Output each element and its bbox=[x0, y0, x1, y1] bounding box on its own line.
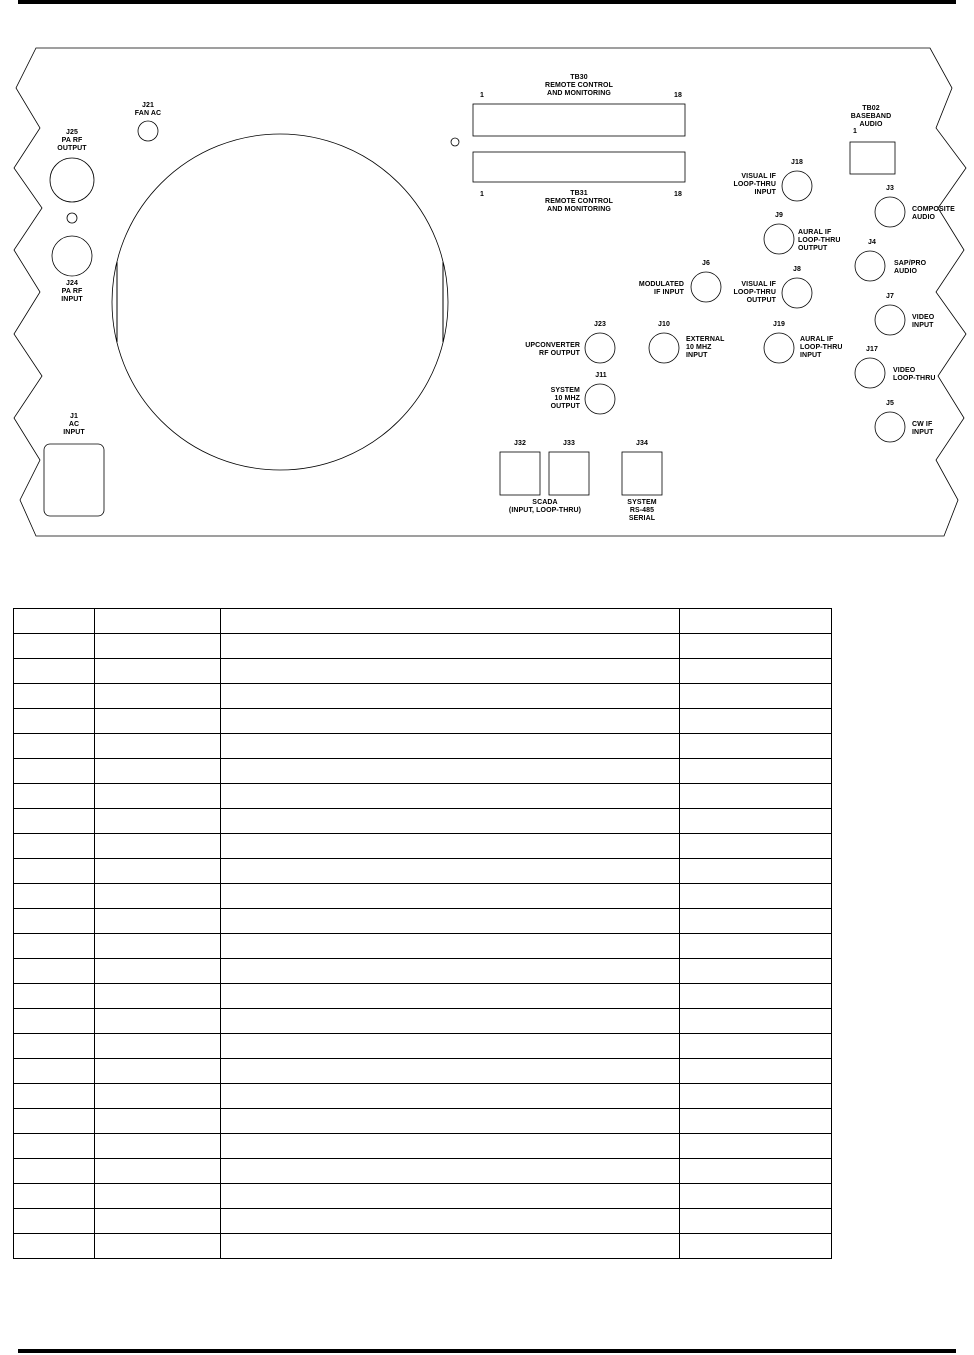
table-cell bbox=[14, 1109, 95, 1134]
table-cell bbox=[680, 959, 832, 984]
table-cell bbox=[14, 1159, 95, 1184]
j19-id: J19 bbox=[773, 321, 785, 328]
table-cell bbox=[95, 1234, 221, 1259]
table-cell bbox=[680, 1159, 832, 1184]
j5-connector bbox=[875, 412, 905, 442]
table-cell bbox=[221, 759, 680, 784]
table-cell bbox=[680, 784, 832, 809]
table-row bbox=[14, 684, 832, 709]
table-row bbox=[14, 934, 832, 959]
j18-desc: VISUAL IF LOOP-THRU INPUT bbox=[733, 173, 776, 196]
j1-label: J1 AC INPUT bbox=[63, 413, 85, 436]
j3-connector bbox=[875, 197, 905, 227]
table-cell bbox=[680, 859, 832, 884]
table-cell bbox=[680, 1034, 832, 1059]
table-cell bbox=[14, 1059, 95, 1084]
table-cell bbox=[221, 1034, 680, 1059]
j4-connector bbox=[855, 251, 885, 281]
table-body bbox=[14, 634, 832, 1259]
j19-desc: AURAL IF LOOP-THRU INPUT bbox=[800, 336, 843, 359]
table-cell bbox=[14, 759, 95, 784]
table-cell bbox=[680, 1109, 832, 1134]
j25-connector bbox=[50, 158, 94, 202]
table-cell bbox=[14, 1009, 95, 1034]
table-cell bbox=[221, 659, 680, 684]
connector-table bbox=[13, 608, 832, 1259]
table-cell bbox=[221, 934, 680, 959]
rear-panel-diagram bbox=[0, 0, 974, 560]
j9-id: J9 bbox=[775, 212, 783, 219]
table-cell bbox=[221, 884, 680, 909]
table-cell bbox=[680, 884, 832, 909]
j8-desc: VISUAL IF LOOP-THRU OUTPUT bbox=[733, 281, 776, 304]
table-cell bbox=[680, 684, 832, 709]
table-cell bbox=[95, 1209, 221, 1234]
j11-desc: SYSTEM 10 MHZ OUTPUT bbox=[550, 387, 580, 410]
j9-connector bbox=[764, 224, 794, 254]
table-cell bbox=[221, 1234, 680, 1259]
table-cell bbox=[95, 1134, 221, 1159]
table-cell bbox=[95, 709, 221, 734]
j23-connector bbox=[585, 333, 615, 363]
j33-label: J33 bbox=[563, 440, 575, 447]
j4-desc: SAP/PRO AUDIO bbox=[894, 260, 927, 275]
table-cell bbox=[221, 1009, 680, 1034]
fan-circle bbox=[112, 134, 448, 470]
table-cell bbox=[680, 734, 832, 759]
table-cell bbox=[680, 1134, 832, 1159]
j34-desc: SYSTEM RS-485 SERIAL bbox=[627, 499, 657, 522]
j17-id: J17 bbox=[866, 346, 878, 353]
table-cell bbox=[95, 1159, 221, 1184]
table-cell bbox=[221, 1109, 680, 1134]
table-cell bbox=[14, 834, 95, 859]
j23-id: J23 bbox=[594, 321, 606, 328]
table-cell bbox=[680, 809, 832, 834]
j34-port bbox=[622, 452, 662, 495]
j5-desc: CW IF INPUT bbox=[912, 421, 934, 436]
table-cell bbox=[95, 934, 221, 959]
table-cell bbox=[95, 1034, 221, 1059]
table-cell bbox=[95, 884, 221, 909]
table-cell bbox=[14, 934, 95, 959]
table-cell bbox=[221, 684, 680, 709]
table-cell bbox=[221, 1059, 680, 1084]
table-cell bbox=[221, 784, 680, 809]
table-cell bbox=[14, 884, 95, 909]
table-row bbox=[14, 709, 832, 734]
j19-connector bbox=[764, 333, 794, 363]
j7-connector bbox=[875, 305, 905, 335]
table-cell bbox=[221, 809, 680, 834]
table-cell bbox=[95, 734, 221, 759]
table-row bbox=[14, 1184, 832, 1209]
table-cell bbox=[14, 1084, 95, 1109]
j18-connector bbox=[782, 171, 812, 201]
table-header-cell bbox=[14, 609, 95, 634]
tb02-terminal-block bbox=[850, 142, 895, 174]
table-row bbox=[14, 984, 832, 1009]
table-cell bbox=[14, 684, 95, 709]
table-cell bbox=[95, 684, 221, 709]
table-cell bbox=[14, 984, 95, 1009]
table-cell bbox=[95, 1084, 221, 1109]
j17-connector bbox=[855, 358, 885, 388]
tb31-terminal-block bbox=[473, 152, 685, 182]
table-cell bbox=[14, 1034, 95, 1059]
j6-id: J6 bbox=[702, 260, 710, 267]
scada-label: SCADA (INPUT, LOOP-THRU) bbox=[508, 499, 582, 514]
panel-outline bbox=[14, 48, 966, 536]
table-cell bbox=[680, 1059, 832, 1084]
table-row bbox=[14, 1059, 832, 1084]
j11-connector bbox=[585, 384, 615, 414]
table-cell bbox=[221, 734, 680, 759]
table-cell bbox=[95, 1109, 221, 1134]
j18-id: J18 bbox=[791, 159, 803, 166]
table-cell bbox=[680, 1009, 832, 1034]
table-row bbox=[14, 809, 832, 834]
table-row bbox=[14, 784, 832, 809]
table-cell bbox=[221, 1084, 680, 1109]
table-row bbox=[14, 634, 832, 659]
table-cell bbox=[680, 1184, 832, 1209]
table-row bbox=[14, 959, 832, 984]
table-cell bbox=[95, 1059, 221, 1084]
j25-label: J25 PA RF OUTPUT bbox=[57, 129, 87, 152]
j24-connector bbox=[52, 236, 92, 276]
table-cell bbox=[680, 1209, 832, 1234]
tb02-label: TB02 BASEBAND AUDIO bbox=[850, 105, 892, 128]
j21-label: J21 FAN AC bbox=[134, 102, 162, 117]
table-row bbox=[14, 909, 832, 934]
bottom-rule bbox=[18, 1349, 956, 1353]
tb30-terminal-block bbox=[473, 104, 685, 136]
j10-id: J10 bbox=[658, 321, 670, 328]
table-cell bbox=[95, 959, 221, 984]
j5-id: J5 bbox=[886, 400, 894, 407]
j34-label: J34 bbox=[636, 440, 648, 447]
table-row bbox=[14, 759, 832, 784]
table-cell bbox=[680, 934, 832, 959]
table-cell bbox=[680, 1084, 832, 1109]
j11-id: J11 bbox=[595, 372, 607, 379]
table-cell bbox=[14, 784, 95, 809]
j8-id: J8 bbox=[793, 266, 801, 273]
tb30-pin-end: 18 bbox=[674, 92, 682, 99]
table-row bbox=[14, 884, 832, 909]
table-cell bbox=[680, 909, 832, 934]
table-cell bbox=[14, 1234, 95, 1259]
table-row bbox=[14, 1234, 832, 1259]
table-row bbox=[14, 1084, 832, 1109]
table-header-row bbox=[14, 609, 832, 634]
j32-port bbox=[500, 452, 540, 495]
table-cell bbox=[221, 909, 680, 934]
table-cell bbox=[95, 784, 221, 809]
table-cell bbox=[680, 759, 832, 784]
j24-label: J24 PA RF INPUT bbox=[61, 280, 83, 303]
table-cell bbox=[680, 834, 832, 859]
table-cell bbox=[221, 1134, 680, 1159]
table-row bbox=[14, 1109, 832, 1134]
table-cell bbox=[14, 734, 95, 759]
table-cell bbox=[95, 909, 221, 934]
table-cell bbox=[221, 709, 680, 734]
table-cell bbox=[221, 634, 680, 659]
j23-desc: UPCONVERTER RF OUTPUT bbox=[525, 342, 580, 357]
table-row bbox=[14, 1159, 832, 1184]
table-cell bbox=[95, 984, 221, 1009]
table-cell bbox=[95, 809, 221, 834]
table-cell bbox=[95, 759, 221, 784]
table-cell bbox=[14, 659, 95, 684]
table-cell bbox=[680, 659, 832, 684]
tb30-pin-start: 1 bbox=[480, 92, 484, 99]
table-cell bbox=[95, 634, 221, 659]
table-row bbox=[14, 1034, 832, 1059]
indicator-led-left bbox=[67, 213, 77, 223]
tb31-pin-start: 1 bbox=[480, 191, 484, 198]
j33-port bbox=[549, 452, 589, 495]
table-row bbox=[14, 1134, 832, 1159]
table-cell bbox=[95, 1184, 221, 1209]
table-cell bbox=[14, 1184, 95, 1209]
table-cell bbox=[680, 634, 832, 659]
table-cell bbox=[14, 1209, 95, 1234]
table-cell bbox=[95, 1009, 221, 1034]
tb31-label: TB31 REMOTE CONTROL AND MONITORING bbox=[545, 190, 613, 213]
table-cell bbox=[14, 634, 95, 659]
table-cell bbox=[14, 909, 95, 934]
table-row bbox=[14, 734, 832, 759]
j4-id: J4 bbox=[868, 239, 876, 246]
table-cell bbox=[95, 859, 221, 884]
table-cell bbox=[680, 709, 832, 734]
j3-desc: COMPOSITE AUDIO bbox=[912, 206, 955, 221]
table-header-cell bbox=[680, 609, 832, 634]
j7-desc: VIDEO INPUT bbox=[912, 314, 935, 329]
j8-connector bbox=[782, 278, 812, 308]
j7-id: J7 bbox=[886, 293, 894, 300]
table-header-cell bbox=[95, 609, 221, 634]
j9-desc: AURAL IF LOOP-THRU OUTPUT bbox=[798, 229, 841, 252]
j10-connector bbox=[649, 333, 679, 363]
table-cell bbox=[680, 1234, 832, 1259]
table-cell bbox=[680, 984, 832, 1009]
table-row bbox=[14, 859, 832, 884]
j1-ac-input bbox=[44, 444, 104, 516]
table-cell bbox=[221, 984, 680, 1009]
table-cell bbox=[95, 834, 221, 859]
table-header-cell bbox=[221, 609, 680, 634]
j6-desc: MODULATED IF INPUT bbox=[638, 281, 684, 296]
table-row bbox=[14, 659, 832, 684]
j32-label: J32 bbox=[514, 440, 526, 447]
indicator-led-center bbox=[451, 138, 459, 146]
table-row bbox=[14, 1009, 832, 1034]
table-cell bbox=[14, 859, 95, 884]
j10-desc: EXTERNAL 10 MHZ INPUT bbox=[686, 336, 725, 359]
table-cell bbox=[221, 959, 680, 984]
table-cell bbox=[14, 959, 95, 984]
j3-id: J3 bbox=[886, 185, 894, 192]
j6-connector bbox=[691, 272, 721, 302]
tb30-label: TB30 REMOTE CONTROL AND MONITORING bbox=[545, 74, 613, 97]
tb31-pin-end: 18 bbox=[674, 191, 682, 198]
table-cell bbox=[14, 1134, 95, 1159]
table-row bbox=[14, 834, 832, 859]
table-cell bbox=[14, 809, 95, 834]
table-row bbox=[14, 1209, 832, 1234]
table-cell bbox=[221, 1159, 680, 1184]
table-cell bbox=[221, 859, 680, 884]
table-cell bbox=[221, 1184, 680, 1209]
j21-connector bbox=[138, 121, 158, 141]
table-cell bbox=[221, 1209, 680, 1234]
tb02-pin: 1 bbox=[853, 128, 857, 135]
table-cell bbox=[14, 709, 95, 734]
table-cell bbox=[221, 834, 680, 859]
j17-desc: VIDEO LOOP-THRU bbox=[893, 367, 936, 382]
table-cell bbox=[95, 659, 221, 684]
